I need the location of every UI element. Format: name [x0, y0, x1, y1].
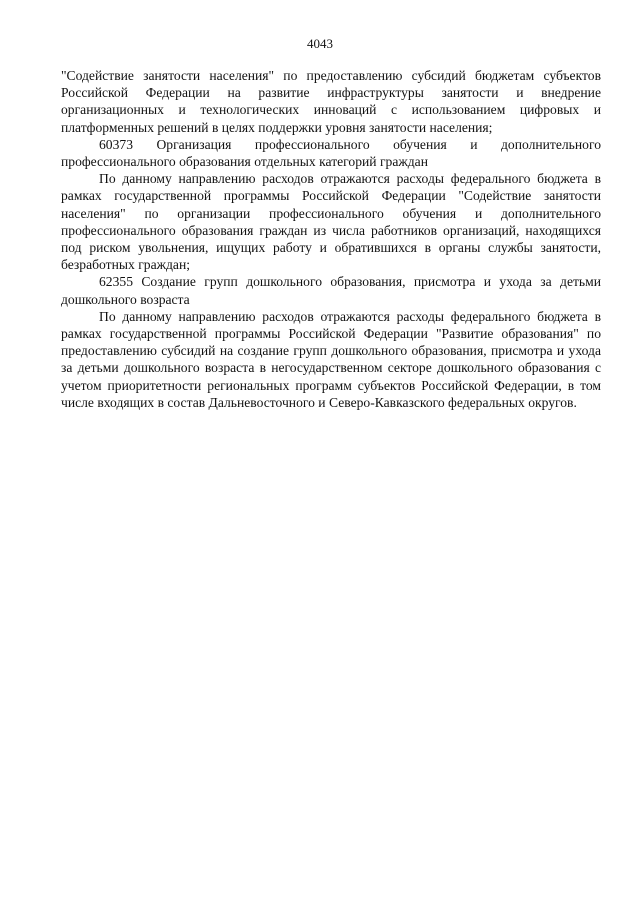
document-body [61, 67, 601, 411]
section-heading-60373: 60373 Организация профессионального обучения и дополнительного профессионального образования отдельных категорий граждан [61, 136, 601, 170]
page-number: 4043 [307, 36, 333, 51]
paragraph-60373-description: По данному направлению расходов отражаются расходы федерального бюджета в рамках государственной программы Российской Федерации "Содействие занятости населения" по организации профессионального обучения и дополнительного профессионального образования граждан из числа работников организаций, находящихся под риском увольнения, ищущих работу и обратившихся в органы службы занятости, безработных граждан; [61, 171, 601, 273]
paragraph-62355-description: По данному направлению расходов отражаются расходы федерального бюджета в рамках государственной программы Российской Федерации "Развитие образования" по предоставлению субсидий на создание групп дошкольного образования, присмотра и ухода за детьми дошкольного возраста в негосударственном секторе дошкольного образования с учетом приоритетности региональных программ субъектов Российской Федерации, в том числе входящих в состав Дальневосточного и Северо-Кавказского федеральных округов. [61, 308, 601, 410]
section-heading-62355: 62355 Создание групп дошкольного образования, присмотра и ухода за детьми дошкольного возраста [61, 274, 601, 307]
paragraph-continuation: "Содействие занятости населения" по предоставлению субсидий бюджетам субъектов Российской Федерации на развитие инфраструктуры занятости и внедрение организационных и технологических инноваций с использованием цифровых и платформенных решений в целях поддержки уровня занятости населения; [61, 68, 601, 135]
